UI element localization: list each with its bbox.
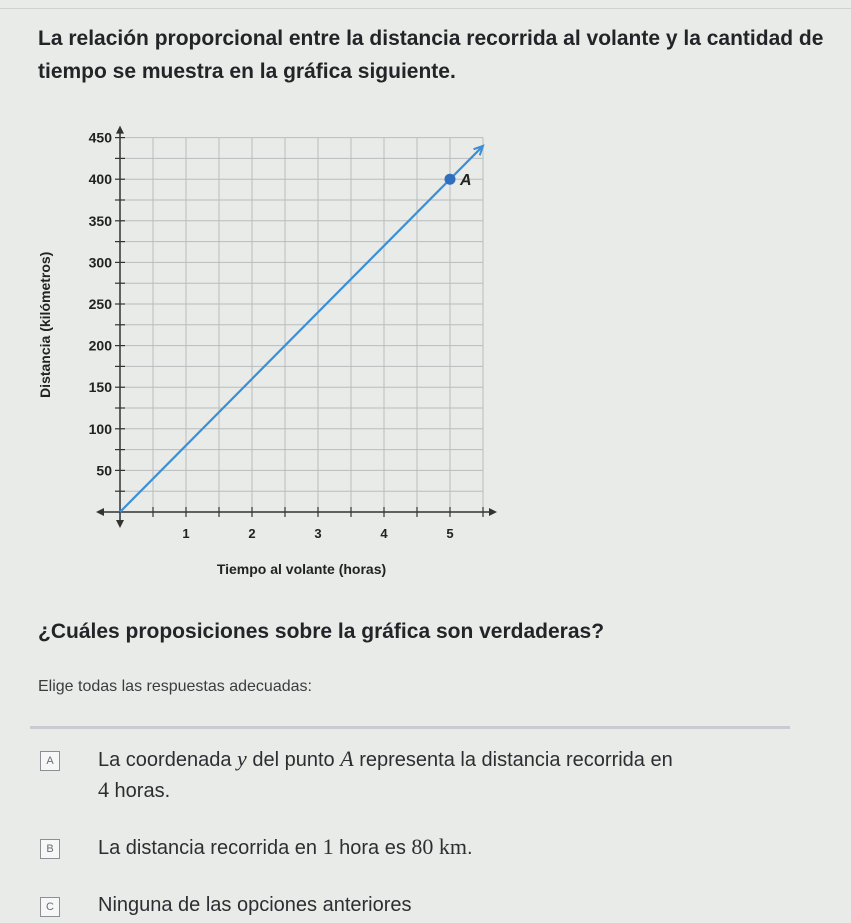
x-axis-arrow-left [96, 508, 104, 516]
y-tick-label: 450 [88, 129, 112, 146]
y-tick-label: 400 [88, 171, 112, 188]
y-tick-label: 100 [88, 420, 112, 437]
option-b-text: La distancia recorrida en 1 hora es 80 km. [98, 834, 473, 859]
option-c[interactable] [40, 890, 810, 920]
option-a-text: La coordenada y del punto A representa la distancia recorrida en 4 horas. [98, 746, 673, 802]
problem-prompt: La relación proporcional entre la distancia recorrida al volante y la cantidad de tiempo se muestra en la gráfica siguiente. [38, 27, 824, 83]
x-axis-arrow-right [489, 508, 497, 516]
y-tick-label: 300 [88, 254, 112, 271]
y-tick-label: 250 [88, 296, 112, 312]
point-a-marker [445, 174, 456, 185]
y-axis-arrow-down [116, 520, 124, 528]
y-tick-label: 150 [88, 379, 112, 396]
series-line [120, 146, 483, 512]
x-tick-label: 5 [446, 526, 454, 541]
options-divider [30, 726, 790, 729]
option-a-letter-box[interactable]: A [40, 751, 60, 771]
option-b-letter-box[interactable]: B [40, 839, 60, 859]
distance-time-chart [30, 120, 500, 580]
y-tick-label: 200 [88, 337, 112, 354]
instruction-text: Elige todas las respuestas adecuadas: [38, 678, 312, 695]
y-tick-label: 50 [96, 462, 112, 479]
x-tick-label: 2 [248, 526, 256, 541]
question-text: ¿Cuáles proposiciones sobre la gráfica son verdaderas? [38, 620, 605, 643]
point-a-label: A [460, 172, 472, 190]
y-axis-label: Distancia (kilómetros) [37, 251, 53, 398]
option-c-letter-box[interactable]: C [40, 897, 60, 917]
y-tick-label: 350 [88, 212, 112, 229]
option-c-text: Ninguna de las opciones anteriores [98, 894, 412, 916]
option-a[interactable] [40, 744, 810, 806]
x-tick-label: 1 [182, 526, 190, 541]
x-axis-label: Tiempo al volante (horas) [216, 561, 387, 577]
top-divider [0, 8, 851, 9]
x-tick-label: 3 [314, 526, 322, 541]
y-axis-arrow-up [116, 126, 124, 134]
x-tick-label: 4 [380, 526, 388, 541]
option-b[interactable] [40, 832, 810, 863]
